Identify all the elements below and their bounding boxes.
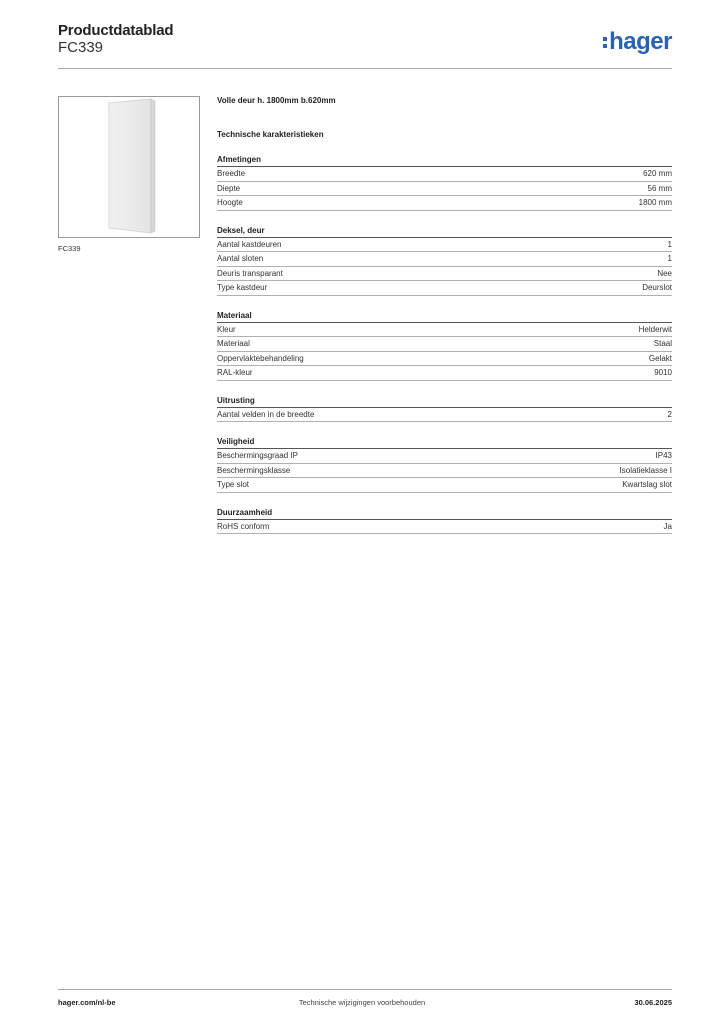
spec-label: Materiaal xyxy=(217,339,250,348)
spec-value: 2 xyxy=(667,409,672,419)
spec-label: Type slot xyxy=(217,480,250,489)
specification-content xyxy=(217,96,672,534)
spec-row xyxy=(217,366,672,381)
spec-label: Aantal velden in de breedte xyxy=(217,409,315,419)
footer-website-link[interactable]: hager.com/nl-be xyxy=(58,998,116,1007)
footer-divider xyxy=(58,989,672,990)
spec-row xyxy=(217,408,672,423)
spec-value: Nee xyxy=(657,268,672,278)
spec-row xyxy=(217,196,672,211)
spec-label: Kleur xyxy=(217,324,236,334)
spec-label: Beschermingsklasse xyxy=(217,465,291,475)
spec-row xyxy=(217,337,672,352)
spec-row xyxy=(217,323,672,338)
spec-label: Breedte xyxy=(217,169,246,178)
spec-label: Aantal sloten xyxy=(217,254,264,263)
spec-section-uitrusting xyxy=(217,396,672,423)
section-title: Duurzaamheid xyxy=(217,508,672,520)
section-title: Afmetingen xyxy=(217,155,672,167)
spec-row xyxy=(217,449,672,464)
product-code: FC339 xyxy=(58,39,104,56)
spec-label: Deuris transparant xyxy=(217,268,283,278)
image-caption: FC339 xyxy=(58,244,81,253)
spec-row xyxy=(217,167,672,182)
spec-value: Isolatieklasse I xyxy=(619,465,672,475)
spec-value: Deurslot xyxy=(642,283,672,292)
spec-value: Helderwit xyxy=(638,324,672,334)
spec-value: 1800 mm xyxy=(638,198,672,207)
section-title: Deksel, deur xyxy=(217,226,672,238)
logo-text: hager xyxy=(609,28,672,55)
spec-value: 9010 xyxy=(654,368,672,377)
spec-section-duurzaamheid xyxy=(217,508,672,535)
logo-dots-icon xyxy=(603,37,607,48)
product-image xyxy=(58,96,200,238)
spec-label: Hoogte xyxy=(217,198,243,207)
spec-label: Aantal kastdeuren xyxy=(217,239,282,249)
spec-row xyxy=(217,281,672,296)
section-title: Materiaal xyxy=(217,311,672,323)
spec-section-materiaal xyxy=(217,311,672,381)
spec-row xyxy=(217,267,672,282)
hager-logo xyxy=(603,27,672,57)
header-divider xyxy=(58,68,672,69)
spec-value: Gelakt xyxy=(648,353,672,363)
spec-label: RoHS conform xyxy=(217,521,270,531)
spec-value: 1 xyxy=(667,239,672,249)
footer-notice: Technische wijzigingen voorbehouden xyxy=(298,998,426,1007)
spec-label: Diepte xyxy=(217,183,241,193)
spec-value: 620 mm xyxy=(643,169,672,178)
spec-row xyxy=(217,252,672,267)
product-name: Volle deur h. 1800mm b.620mm xyxy=(217,96,336,105)
spec-row xyxy=(217,520,672,535)
spec-value: IP43 xyxy=(655,451,672,460)
spec-section-afmetingen xyxy=(217,155,672,211)
spec-row xyxy=(217,182,672,197)
spec-value: 1 xyxy=(667,254,672,263)
section-title: Uitrusting xyxy=(217,396,672,408)
spec-row xyxy=(217,352,672,367)
document-title: Productdatablad xyxy=(58,22,174,39)
spec-row xyxy=(217,238,672,253)
section-title: Veiligheid xyxy=(217,437,672,449)
spec-section-veiligheid xyxy=(217,437,672,493)
spec-value: 56 mm xyxy=(647,183,672,193)
spec-row xyxy=(217,478,672,493)
spec-label: Beschermingsgraad IP xyxy=(217,451,298,460)
spec-label: Type kastdeur xyxy=(217,283,268,292)
spec-label: Oppervlaktebehandeling xyxy=(217,353,304,363)
footer-date: 30.06.2025 xyxy=(634,998,672,1007)
spec-row xyxy=(217,464,672,479)
spec-value: Staal xyxy=(653,339,672,348)
technical-heading: Technische karakteristieken xyxy=(217,130,324,139)
door-panel-illustration xyxy=(59,97,199,237)
spec-label: RAL-kleur xyxy=(217,368,253,377)
spec-section-deksel-deur xyxy=(217,226,672,296)
spec-value: Ja xyxy=(663,521,672,531)
spec-value: Kwartslag slot xyxy=(622,480,672,489)
